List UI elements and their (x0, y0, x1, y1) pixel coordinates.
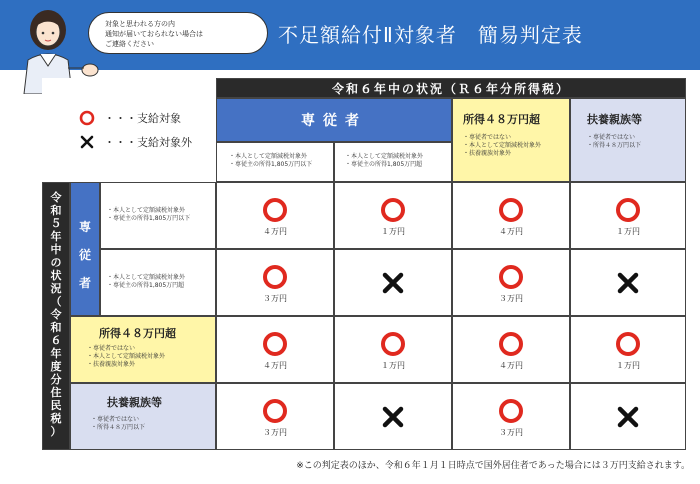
result-cell (570, 249, 686, 316)
result-cell (334, 182, 452, 249)
note-line: ・所得４８万円以下 (587, 142, 642, 149)
note-line: ・所得４８万円以下 (91, 424, 146, 431)
circle-icon (379, 330, 407, 358)
amount-label: １万円 (381, 360, 405, 370)
row-section-header (42, 182, 70, 450)
vertical-char: ５ (50, 217, 62, 230)
vertical-char: 税 (50, 412, 62, 425)
vertical-char: 状 (50, 269, 62, 282)
column-header-senju-b (334, 142, 452, 182)
amount-label: ４万円 (263, 360, 287, 370)
vertical-char: 者 (78, 276, 91, 290)
vertical-char: 分 (50, 373, 62, 386)
amount-label: ３万円 (499, 293, 523, 303)
result-cell (452, 316, 570, 383)
note-line: ・本人として定額減税対象外 (463, 142, 542, 149)
note-line: ・専従主の所得1,805万円以下 (229, 161, 313, 168)
cross-icon (379, 403, 407, 431)
column-header-fuyou-title: 扶養親族等 (587, 113, 642, 126)
result-cell (216, 316, 334, 383)
result-cell (570, 383, 686, 450)
amount-label: ３万円 (263, 293, 287, 303)
note-line: ・専従主の所得1,805万円以下 (107, 215, 191, 222)
speech-bubble (88, 12, 268, 54)
vertical-char: 度 (50, 360, 62, 373)
bubble-line: 対象と思われる方の内 (105, 20, 175, 28)
column-header-senju-a (216, 142, 334, 182)
circle-icon (497, 330, 525, 358)
row-header-senju-a (100, 182, 216, 249)
result-cell (334, 316, 452, 383)
circle-icon (379, 196, 407, 224)
legend-eligible (78, 108, 181, 128)
column-header-over48-title: 所得４８万円超 (463, 113, 540, 126)
note-line: ・専従主の所得1,805万円超 (107, 282, 185, 289)
result-cell (570, 316, 686, 383)
row-header-fuyou (70, 383, 216, 450)
vertical-char: 民 (50, 399, 62, 412)
amount-label: １万円 (381, 226, 405, 236)
circle-icon (497, 397, 525, 425)
note-line: ・専従主の所得1,805万円超 (345, 161, 423, 168)
result-cell (216, 182, 334, 249)
legend (42, 78, 216, 178)
column-header-over48 (452, 98, 570, 182)
circle-icon (261, 330, 289, 358)
column-header-senju: 専従者 (216, 98, 452, 142)
footnote: ※この判定表のほか、令和６年１月１日時点で国外居住者であった場合には３万円支給されます。 (296, 461, 690, 471)
vertical-char: 和 (50, 321, 62, 334)
circle-icon (497, 263, 525, 291)
row-header-fuyou-title: 扶養親族等 (107, 396, 162, 409)
note-line: ・専従者ではない (87, 345, 136, 352)
legend-not-eligible (78, 132, 192, 152)
amount-label: ３万円 (263, 427, 287, 437)
result-cell (452, 249, 570, 316)
note-line: ・扶養親族対象外 (463, 150, 512, 157)
amount-label: ３万円 (499, 427, 523, 437)
circle-icon (261, 196, 289, 224)
row-header-senju-b (100, 249, 216, 316)
circle-icon (78, 109, 96, 127)
result-cell (216, 383, 334, 450)
vertical-char: 令 (50, 308, 62, 321)
result-cell (570, 182, 686, 249)
circle-icon (614, 330, 642, 358)
note-line: ・扶養親族対象外 (87, 361, 136, 368)
result-cell (452, 182, 570, 249)
column-header-fuyou (570, 98, 686, 182)
vertical-char: 専 (78, 220, 91, 234)
amount-label: ４万円 (499, 360, 523, 370)
vertical-char: ） (50, 425, 62, 438)
circle-icon (261, 263, 289, 291)
amount-label: １万円 (616, 360, 640, 370)
circle-icon (497, 196, 525, 224)
circle-icon (614, 196, 642, 224)
row-header-senju (70, 182, 100, 316)
amount-label: ４万円 (499, 226, 523, 236)
vertical-char: （ (50, 295, 62, 308)
note-line: ・本人として定額減税対象外 (87, 353, 166, 360)
note-line: ・本人として定額減税対象外 (107, 274, 186, 281)
amount-label: １万円 (616, 226, 640, 236)
bubble-line: ご連絡ください (105, 40, 154, 48)
note-line: ・本人として定額減税対象外 (107, 207, 186, 214)
note-line: ・専従者ではない (463, 134, 512, 141)
note-line: ・専従者ではない (91, 416, 140, 423)
cross-icon (78, 133, 96, 151)
note-line: ・本人として定額減税対象外 (229, 153, 308, 160)
vertical-char: 年 (50, 347, 62, 360)
vertical-char: 従 (78, 248, 91, 262)
legend-not-eligible-label: ・・・支給対象外 (104, 136, 192, 149)
page-title: 不足額給付Ⅱ対象者 簡易判定表 (278, 23, 583, 47)
vertical-char: ６ (50, 334, 62, 347)
result-cell (334, 249, 452, 316)
vertical-char: 中 (50, 243, 62, 256)
vertical-char: の (50, 256, 62, 269)
legend-eligible-label: ・・・支給対象 (104, 112, 181, 125)
bubble-line: 通知が届いておられない場合は (105, 30, 203, 38)
result-cell (216, 249, 334, 316)
vertical-char: 住 (50, 386, 62, 399)
amount-label: ４万円 (263, 226, 287, 236)
row-header-over48-title: 所得４８万円超 (99, 327, 176, 340)
row-header-over48 (70, 316, 216, 383)
vertical-char: 令 (50, 191, 62, 204)
column-section-header: 令和６年中の状況（Ｒ６年分所得税） (216, 78, 686, 98)
cross-icon (379, 269, 407, 297)
note-line: ・専従者ではない (587, 134, 636, 141)
vertical-char: 況 (50, 282, 62, 295)
result-cell (452, 383, 570, 450)
cross-icon (614, 403, 642, 431)
circle-icon (261, 397, 289, 425)
result-cell (334, 383, 452, 450)
vertical-char: 年 (50, 230, 62, 243)
note-line: ・本人として定額減税対象外 (345, 153, 424, 160)
vertical-char: 和 (50, 204, 62, 217)
cross-icon (614, 269, 642, 297)
